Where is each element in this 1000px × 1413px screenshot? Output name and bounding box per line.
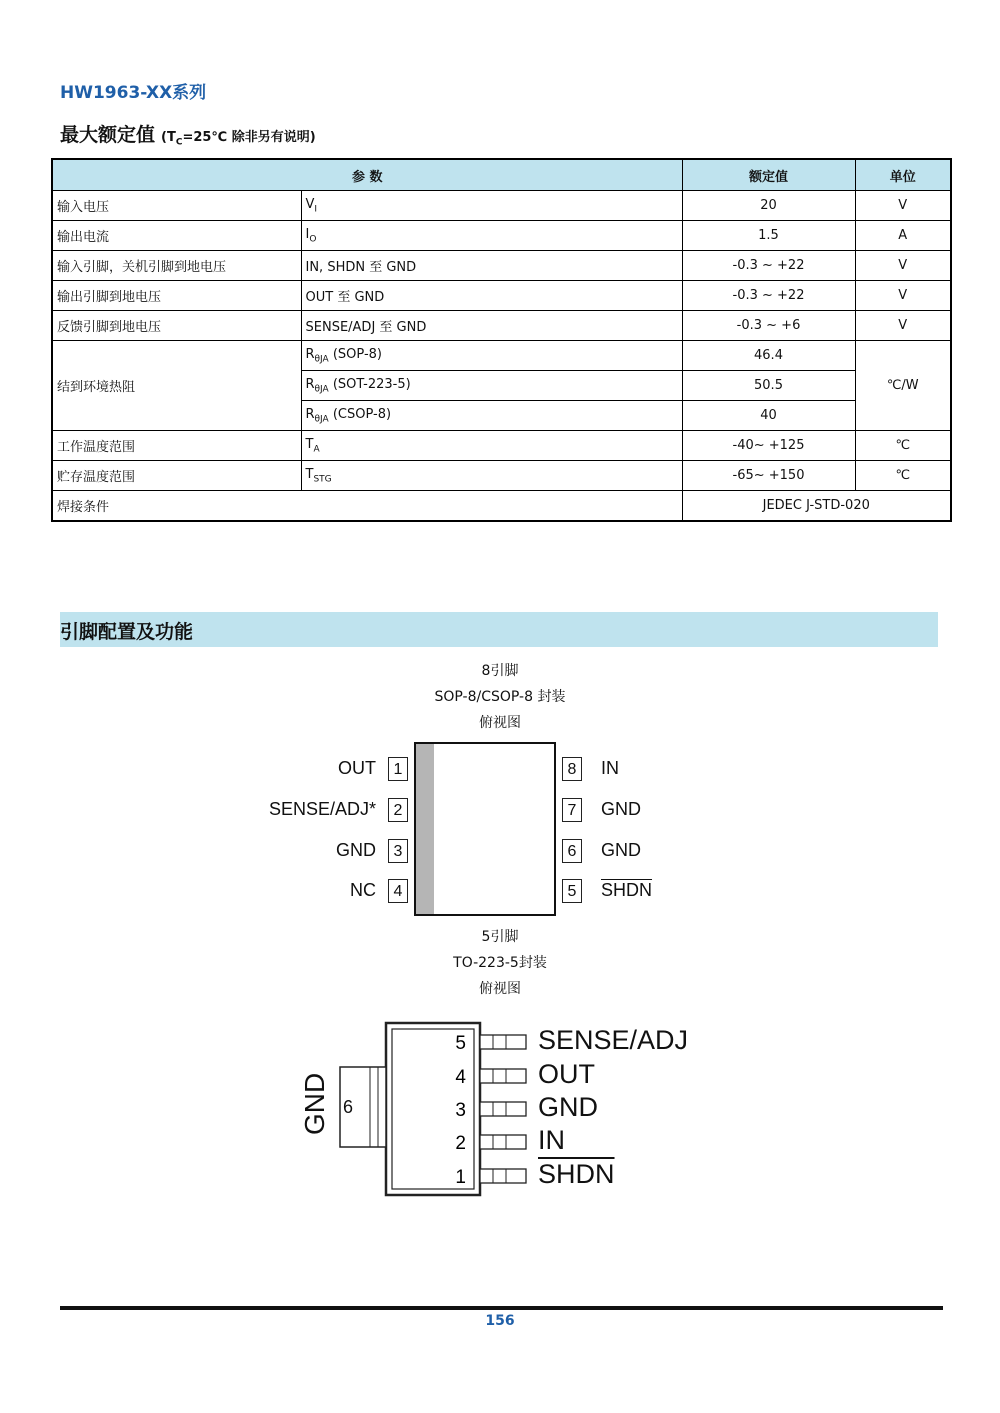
tab-pin-num: 6 (343, 1097, 354, 1117)
pkg8-caption-2: SOP-8/CSOP-8 封装 (434, 689, 566, 705)
thermal-name: 结到环境热阻 (52, 341, 301, 431)
table-row (52, 281, 951, 311)
header-value: 额定值 (682, 159, 855, 191)
pin-label: GND (601, 799, 641, 819)
solder-name: 焊接条件 (52, 491, 682, 522)
series-title: HW1963-XX系列 (60, 83, 207, 103)
param-value: 20 (682, 191, 855, 221)
param-unit: ℃ (855, 461, 951, 491)
to223-pin-number: 2 (455, 1133, 466, 1154)
param-value: -40~ +125 (682, 431, 855, 461)
param-unit: V (855, 191, 951, 221)
table-row (52, 251, 951, 281)
pin1-marker-strip (416, 744, 434, 914)
to223-pin-label: OUT (538, 1059, 595, 1089)
ratings-title (60, 120, 316, 148)
thermal-sym: $R_{\theta JA}$ (SOP-8) (301, 341, 682, 371)
param-value: -0.3 ~ +6 (682, 311, 855, 341)
pin-number: 5 (562, 879, 582, 903)
sop8-package-body (414, 742, 556, 916)
pin-number: 3 (388, 839, 408, 863)
param-value: -0.3 ~ +22 (682, 281, 855, 311)
pin-label: SHDN (601, 880, 653, 900)
to223-pin-number: 5 (455, 1033, 466, 1054)
pin-label: IN (601, 758, 619, 778)
param-value: -65~ +150 (682, 461, 855, 491)
header-param: 参 数 (52, 159, 682, 191)
table-row (52, 431, 951, 461)
pkg8-caption-1: 8引脚 (481, 663, 519, 679)
param-symbol: $T_{STG}$ (301, 461, 682, 491)
tab-label: GND (299, 1072, 330, 1135)
pin-label: SENSE/ADJ* (268, 799, 376, 819)
ratings-condition: ($T_C=25℃$ 除非另有说明) (161, 130, 316, 148)
to223-pin-label: GND (538, 1092, 598, 1122)
page-number: 156 (485, 1313, 515, 1329)
to223-pin-label: SENSE/ADJ (538, 1025, 689, 1055)
pin-number: 6 (562, 839, 582, 863)
thermal-value: 46.4 (682, 341, 855, 371)
to223-pin-number: 1 (455, 1167, 466, 1188)
pkg5-caption-3: 俯视图 (479, 981, 521, 997)
table-row (52, 221, 951, 251)
param-unit: ℃ (855, 431, 951, 461)
pkg8-caption-3: 俯视图 (479, 715, 521, 731)
to223-lead (480, 1169, 526, 1183)
table-row (52, 491, 951, 522)
to223-lead (480, 1069, 526, 1083)
table-row (52, 311, 951, 341)
param-name: 贮存温度范围 (52, 461, 301, 491)
param-name: 工作温度范围 (52, 431, 301, 461)
header-unit: 单位 (855, 159, 951, 191)
pkg5-caption-1: 5引脚 (481, 929, 519, 945)
param-name: 输入电压 (52, 191, 301, 221)
pin-label: GND (336, 840, 376, 860)
pkg5-caption-2: TO-223-5封装 (453, 955, 547, 971)
pin-label: GND (601, 840, 641, 860)
thermal-unit: ℃/W (855, 341, 951, 431)
pinout-section-band (60, 612, 938, 647)
pin-number: 1 (388, 757, 408, 781)
param-symbol: SENSE/ADJ 至 GND (301, 311, 682, 341)
param-name: 输出电流 (52, 221, 301, 251)
table-header-row (52, 159, 951, 191)
pin-label: OUT (338, 758, 376, 778)
param-unit: V (855, 281, 951, 311)
param-symbol: $T_A$ (301, 431, 682, 461)
footer-rule (60, 1306, 943, 1310)
pinout-title: 引脚配置及功能 (60, 621, 194, 643)
to223-pin-number: 3 (455, 1100, 466, 1121)
thermal-value: 40 (682, 401, 855, 431)
solder-value: JEDEC J-STD-020 (682, 491, 951, 522)
to223-lead (480, 1035, 526, 1049)
param-symbol: OUT 至 GND (301, 281, 682, 311)
pin-number: 4 (388, 879, 408, 903)
table-row (52, 461, 951, 491)
thermal-sym: $R_{\theta JA}$ (SOT-223-5) (301, 371, 682, 401)
ratings-table (51, 158, 952, 522)
param-name: 反馈引脚到地电压 (52, 311, 301, 341)
thermal-sym: $R_{\theta JA}$ (CSOP-8) (301, 401, 682, 431)
param-value: 1.5 (682, 221, 855, 251)
param-symbol: IN, SHDN 至 GND (301, 251, 682, 281)
param-name: 输入引脚，关机引脚到地电压 (52, 251, 301, 281)
table-row (52, 191, 951, 221)
param-symbol: $V_I$ (301, 191, 682, 221)
pin-number: 2 (388, 798, 408, 822)
to223-pin-number: 4 (455, 1067, 466, 1088)
to223-lead (480, 1135, 526, 1149)
param-name: 输出引脚到地电压 (52, 281, 301, 311)
pin-number: 8 (562, 757, 582, 781)
table-row (52, 341, 951, 371)
param-symbol: $I_O$ (301, 221, 682, 251)
param-value: -0.3 ~ +22 (682, 251, 855, 281)
to223-pin-label: IN (538, 1125, 565, 1155)
pin-number: 7 (562, 798, 582, 822)
to223-lead (480, 1102, 526, 1116)
pin-label: NC (350, 880, 376, 900)
param-unit: A (855, 221, 951, 251)
param-unit: V (855, 251, 951, 281)
thermal-value: 50.5 (682, 371, 855, 401)
param-unit: V (855, 311, 951, 341)
to223-pin-label: SHDN (538, 1159, 615, 1189)
ratings-title-text: 最大额定值 (60, 124, 156, 146)
